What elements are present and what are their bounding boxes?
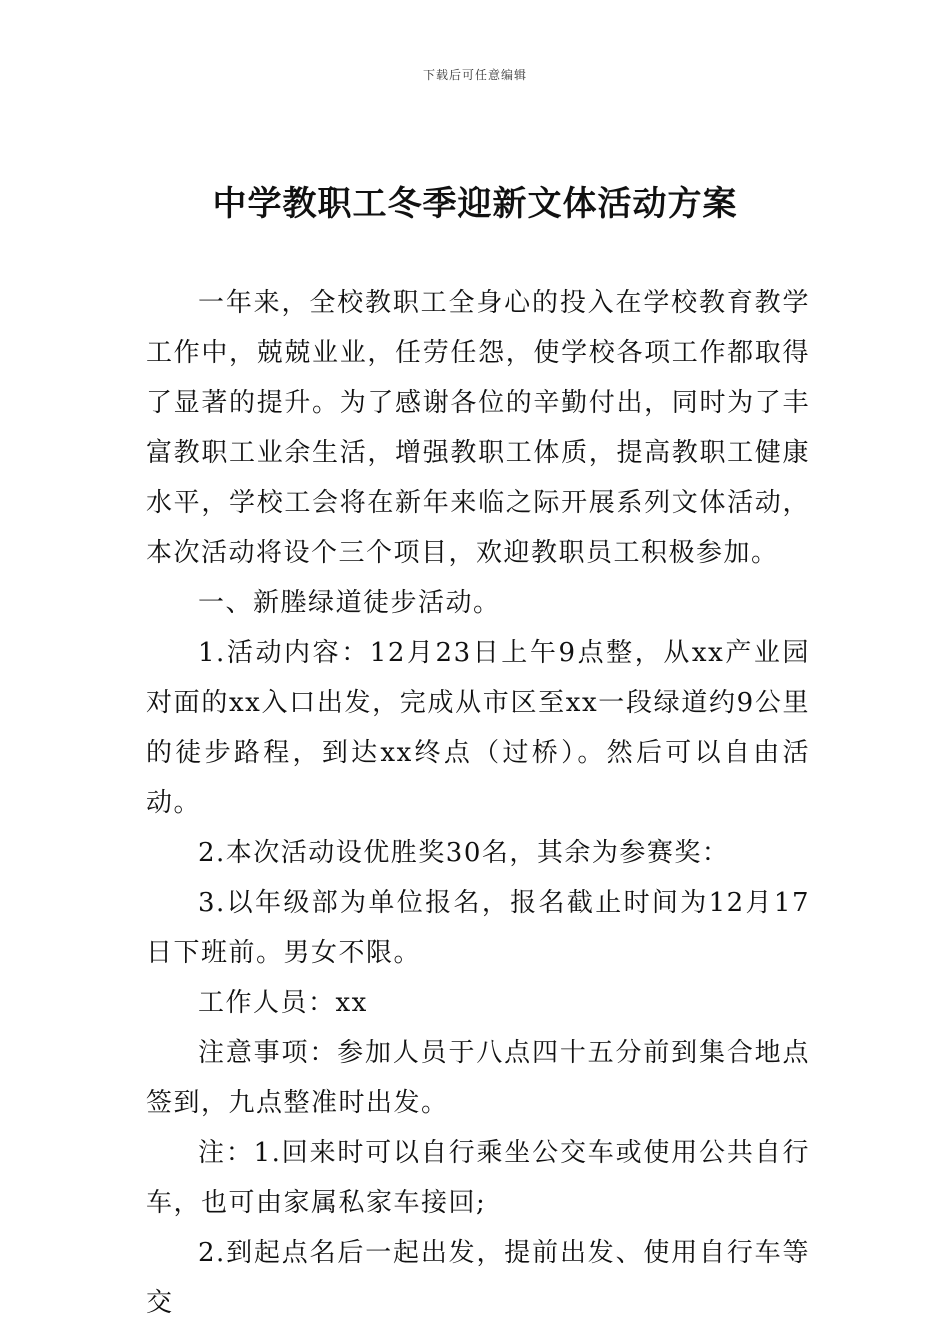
note-2-paragraph: 2.到起点名后一起出发，提前出发、使用自行车等交 [146, 1238, 810, 1318]
item-registration: 3.以年级部为单位报名，报名截止时间为12月17日下班前。男女不限。 [146, 888, 810, 968]
page-header-note: 下载后可任意编辑 [422, 68, 527, 82]
staff-line: 工作人员：xx [198, 988, 368, 1018]
section-heading-hiking: 一、新塍绿道徒步活动。 [198, 588, 501, 618]
notice-paragraph: 注意事项：参加人员于八点四十五分前到集合地点签到，九点整准时出发。 [146, 1038, 810, 1118]
document-body [146, 278, 810, 1328]
item-awards: 2.本次活动设优胜奖30名，其余为参赛奖： [198, 838, 730, 868]
intro-paragraph: 一年来，全校教职工全身心的投入在学校教育教学工作中，兢兢业业，任劳任怨，使学校各项工作都取得了显著的提升。为了感谢各位的辛勤付出，同时为了丰富教职工业余生活，增强教职工体质，提高教职工健康水平，学校工会将在新年来临之际开展系列文体活动，本次活动将设个三个项目，欢迎教职员工积极参加。 [146, 288, 810, 568]
document-title: 中学教职工冬季迎新文体活动方案 [212, 184, 738, 224]
note-1-paragraph: 注：1.回来时可以自行乘坐公交车或使用公共自行车，也可由家属私家车接回; [146, 1138, 810, 1218]
item-activity-content: 1.活动内容：12月23日上午9点整，从xx产业园对面的xx入口出发，完成从市区至xx一段绿道约9公里的徒步路程，到达xx终点（过桥）。然后可以自由活动。 [146, 638, 810, 818]
